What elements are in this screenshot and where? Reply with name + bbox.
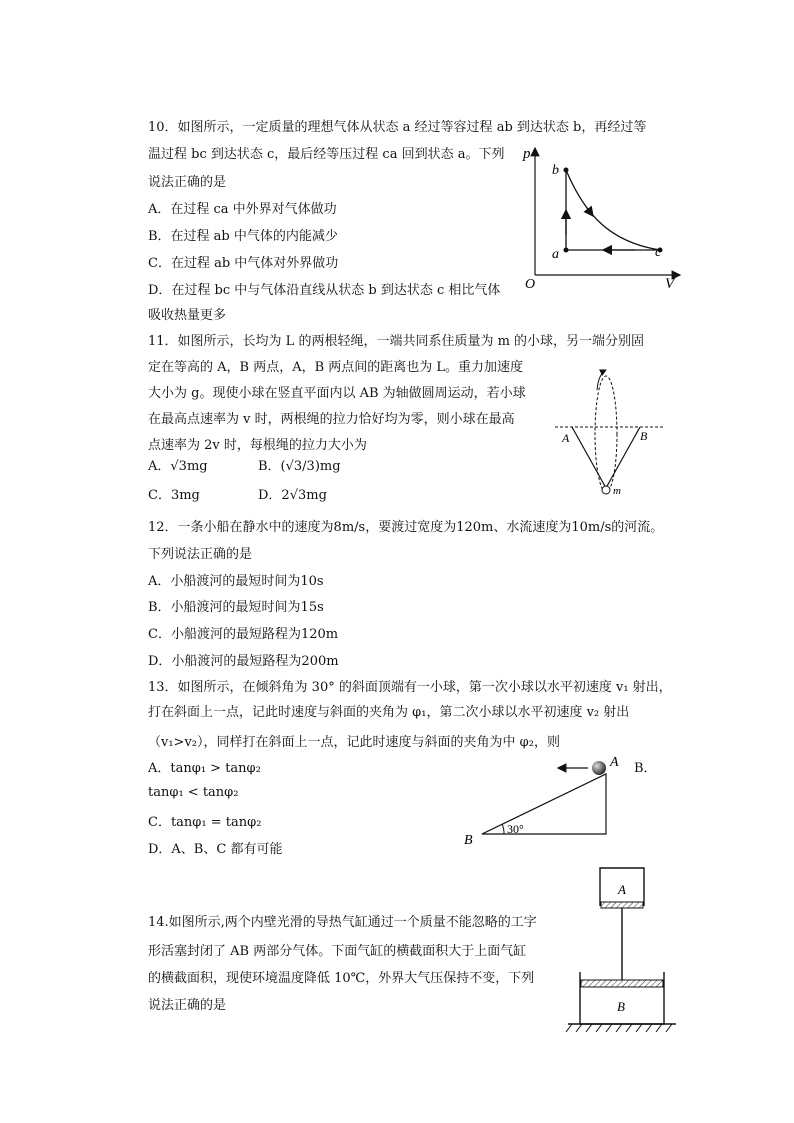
ground-hatch	[566, 1024, 672, 1032]
q14-line-1: 14.如图所示,两个内壁光滑的导热气缸通过一个质量不能忽略的工字	[148, 915, 537, 930]
point-b-label: B	[640, 429, 648, 443]
q10-option-a: A．在过程 ca 中外界对气体做功	[148, 202, 337, 217]
q12-option-d: D．小船渡河的最短路程为200m	[148, 654, 339, 669]
q11-option-d: D．2√3mg	[258, 488, 327, 503]
gas-a-label: A	[618, 882, 626, 897]
q13-line-1: 13．如图所示，在倾斜角为 30° 的斜面顶端有一小球，第一次小球以水平初速度 v₁ 射出，	[148, 680, 672, 695]
q11-line-2: 定在等高的 A，B 两点，A，B 两点间的距离也为 L。重力加速度	[148, 360, 524, 375]
q12-option-a: A．小船渡河的最短时间为10s	[148, 574, 324, 589]
process-bc-arrow	[587, 208, 593, 216]
ball	[602, 486, 610, 494]
point-b-label: B	[464, 833, 473, 848]
point-a-label: A	[562, 431, 570, 445]
upper-piston	[601, 902, 643, 908]
rope-ball-diagram	[550, 350, 670, 500]
state-b-point	[564, 168, 569, 173]
q10-option-b: B．在过程 ab 中气体的内能减少	[148, 229, 338, 244]
q11-option-a: A．√3mg	[148, 459, 208, 474]
angle-arc	[502, 824, 504, 834]
state-a-label: a	[552, 247, 559, 262]
lower-piston	[581, 980, 663, 987]
q12-option-c: C．小船渡河的最短路程为120m	[148, 627, 339, 642]
q13-option-a: A．tanφ₁ > tanφ₂	[148, 761, 261, 776]
q13-option-b: tanφ₁ < tanφ₂	[148, 785, 239, 800]
rope-left	[572, 427, 606, 488]
state-c-label: c	[655, 245, 662, 260]
v-axis-label: V	[665, 276, 675, 292]
q13-option-b-label: B．	[634, 761, 657, 776]
rope-right	[606, 427, 640, 488]
q14-line-2: 形活塞封闭了 AB 两部分气体。下面气缸的横截面积大于上面气缸	[148, 944, 527, 959]
incline-diagram	[460, 748, 630, 848]
projectile-ball	[592, 761, 606, 775]
q14-line-4: 说法正确的是	[148, 998, 227, 1013]
gas-b-label: B	[617, 999, 625, 1014]
q13-line-2: 打在斜面上一点，记此时速度与斜面的夹角为 φ₁，第二次小球以水平初速度 v₂ 射出	[148, 705, 630, 720]
q12-line-1: 12．一条小船在静水中的速度为8m/s，要渡过宽度为120m、水流速度为10m/s的河流。	[148, 520, 664, 535]
q10-option-d: D．在过程 bc 中与气体沿直线从状态 b 到达状态 c 相比气体	[148, 283, 501, 298]
q11-line-3: 大小为 g。现使小球在竖直平面内以 AB 为轴做圆周运动，若小球	[148, 386, 526, 401]
q11-option-c: C．3mg	[148, 488, 200, 503]
mass-label: m	[613, 485, 621, 497]
q11-line-5: 点速率为 2v 时，每根绳的拉力大小为	[148, 438, 367, 453]
angle-label: 30°	[507, 822, 524, 836]
q13-option-d: D．A、B、C 都有可能	[148, 842, 283, 857]
pv-diagram	[515, 140, 695, 295]
q13-line-3: （v₁>v₂），同样打在斜面上一点，记此时速度与斜面的夹角为中 φ₂，则	[148, 735, 560, 750]
q10-line-3: 说法正确的是	[148, 175, 227, 190]
state-b-label: b	[552, 163, 559, 178]
process-bc	[566, 170, 660, 250]
cylinder-diagram	[562, 860, 682, 1040]
q11-line-4: 在最高点速率为 v 时，两根绳的拉力恰好均为零，则小球在最高	[148, 412, 515, 427]
incline-triangle	[482, 774, 606, 834]
q12-option-b: B．小船渡河的最短时间为15s	[148, 600, 324, 615]
q13-option-c: C．tanφ₁ = tanφ₂	[148, 815, 262, 830]
origin-label: O	[525, 277, 536, 292]
p-axis-label: p	[523, 146, 531, 162]
q11-option-b: B．(√3/3)mg	[258, 459, 341, 474]
q10-option-c: C．在过程 ab 中气体对外界做功	[148, 256, 339, 271]
q12-line-2: 下列说法正确的是	[148, 547, 253, 562]
q10-option-d-cont: 吸收热量更多	[148, 308, 227, 323]
point-a-label: A	[610, 755, 619, 770]
q11-line-1: 11．如图所示，长均为 L 的两根轻绳，一端共同系住质量为 m 的小球，另一端分别固	[148, 334, 645, 349]
state-a-point	[564, 248, 569, 253]
q10-line-1: 10．如图所示，一定质量的理想气体从状态 a 经过等容过程 ab 到达状态 b，再经过等	[148, 120, 647, 135]
q10-line-2: 温过程 bc 到达状态 c，最后经等压过程 ca 回到状态 a。下列	[148, 147, 505, 162]
q14-line-3: 的横截面积，现使环境温度降低 10℃，外界大气压保持不变，下列	[148, 971, 535, 986]
